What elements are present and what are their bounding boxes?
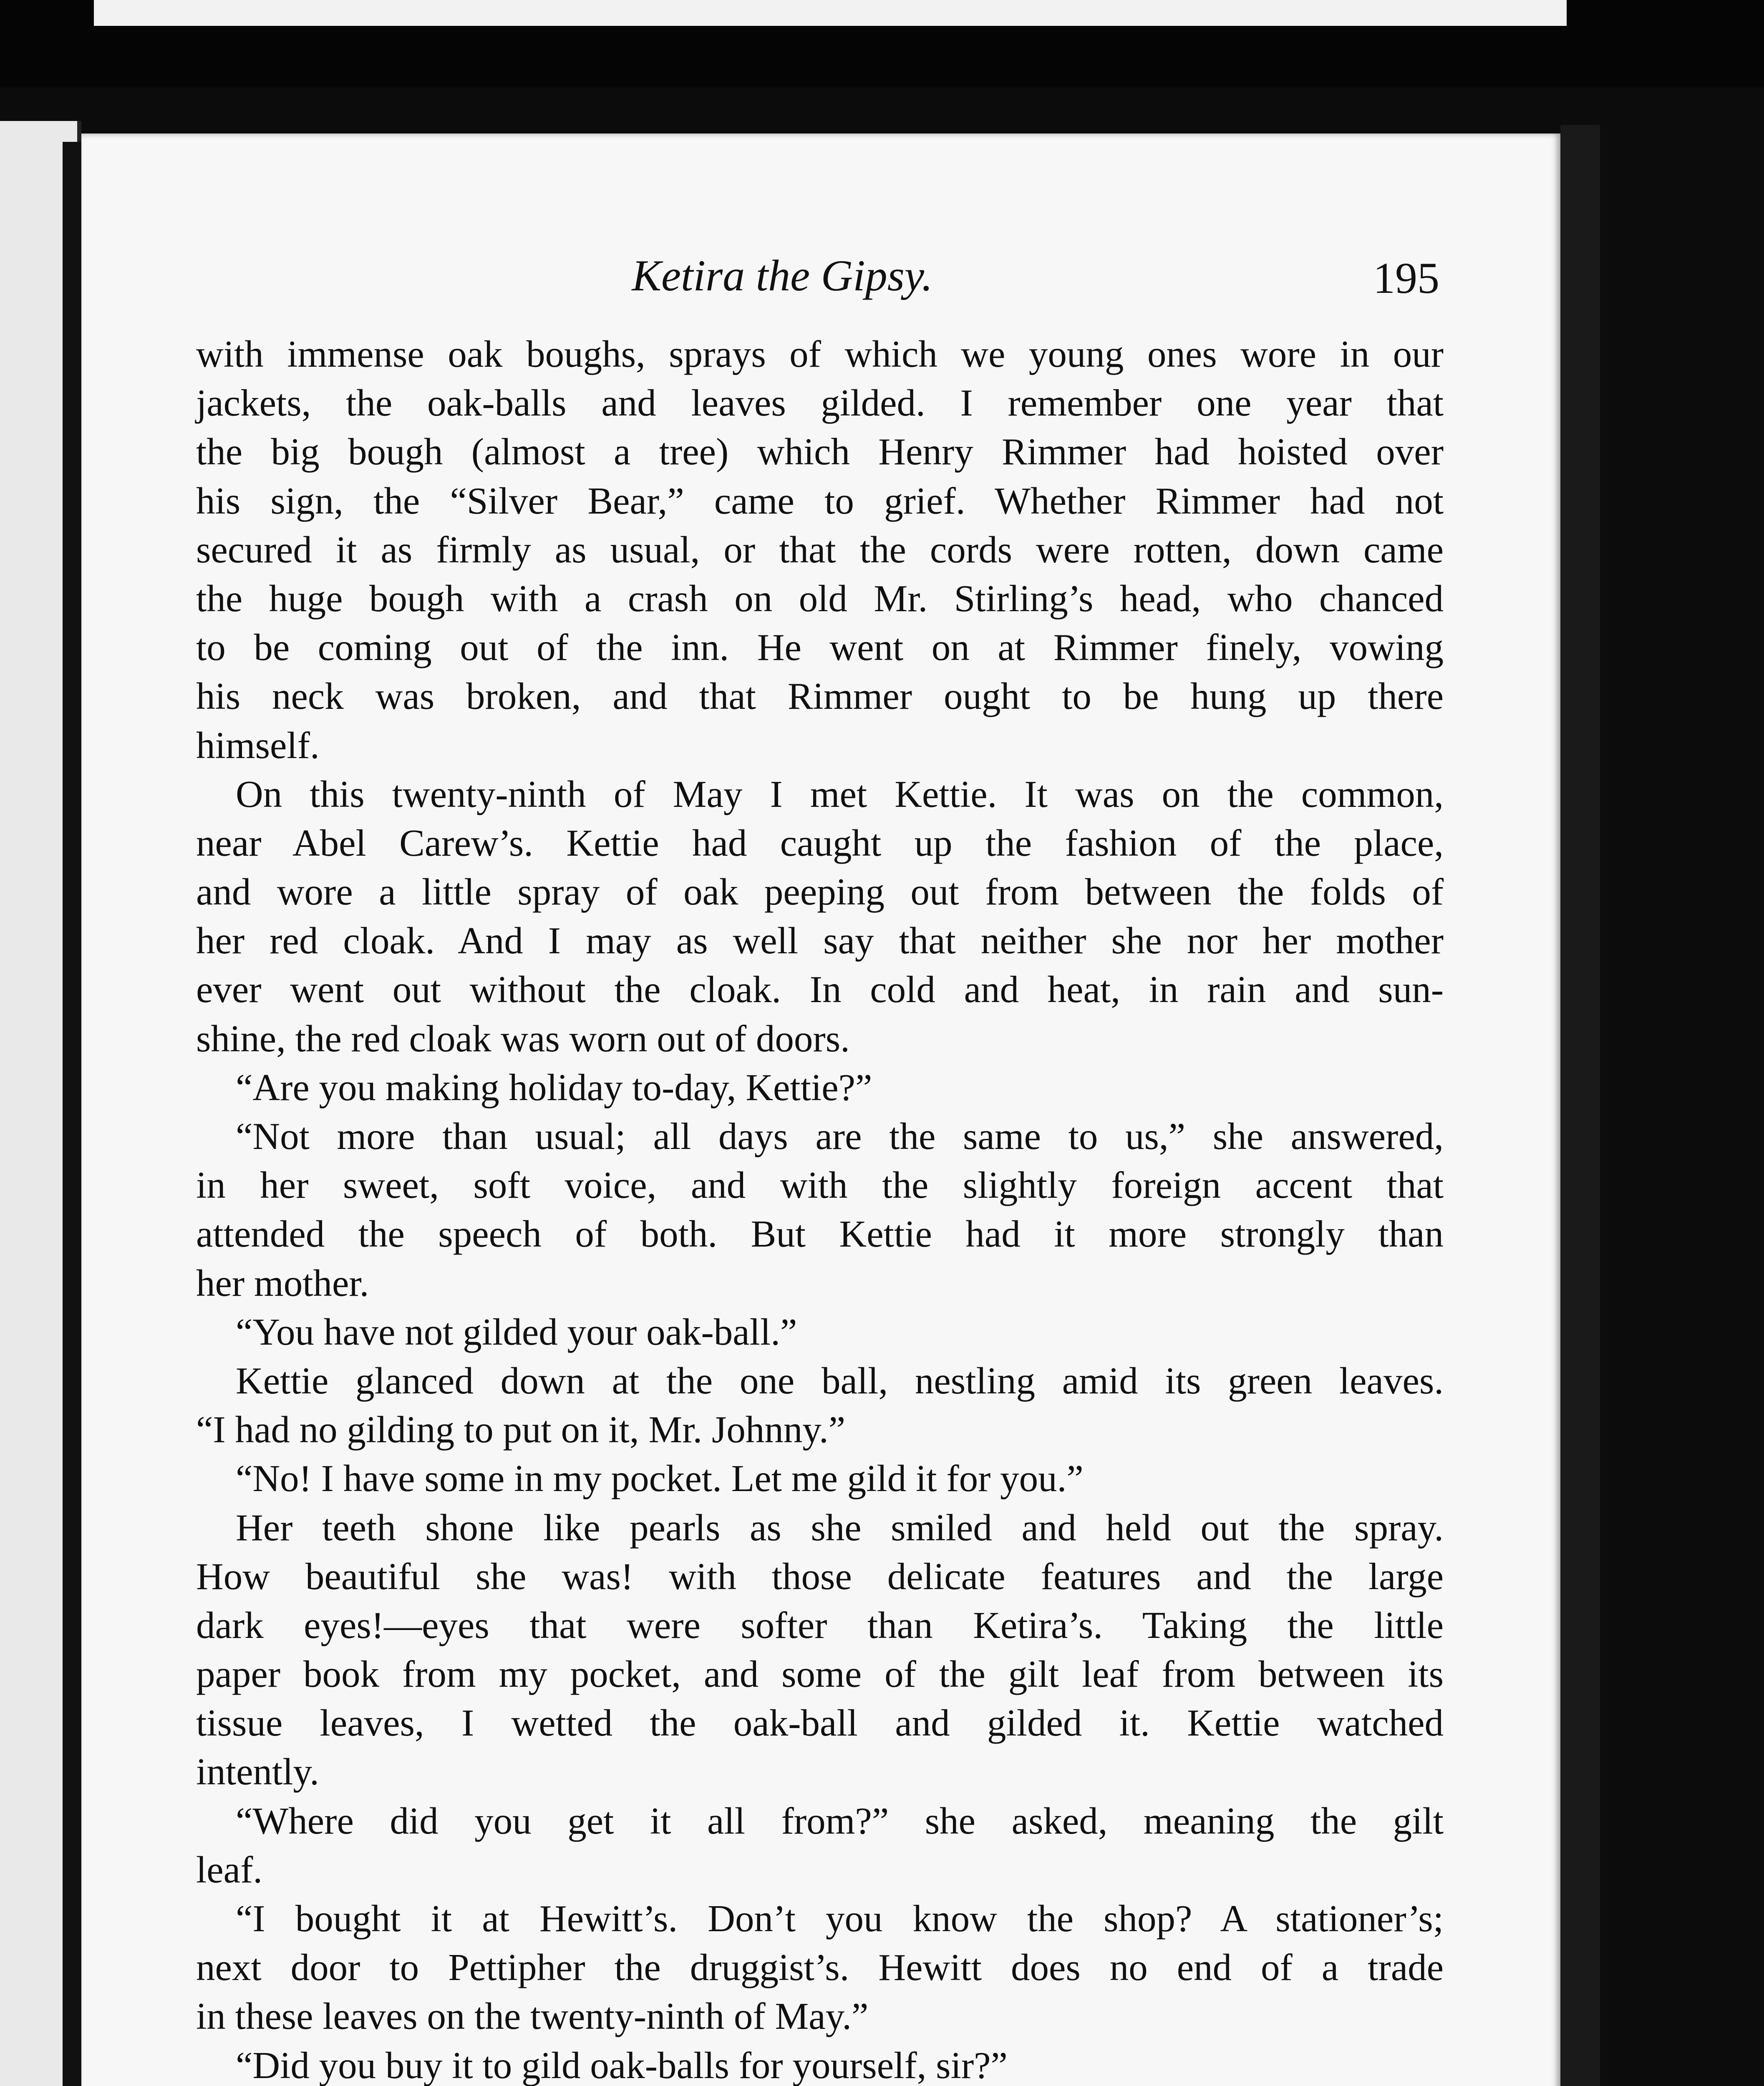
text-line: tissue leaves, I wetted the oak-ball and gilded it. Kettie watched [196, 1702, 1444, 1744]
text-line: intently. [196, 1751, 319, 1793]
text-line: Her teeth shone like pearls as she smiled and held out the spray. [236, 1506, 1444, 1549]
text-line: and wore a little spray of oak peeping out from between the folds of [196, 871, 1444, 913]
text-line: “No! I have some in my pocket. Let me gild it for you.” [236, 1457, 1084, 1500]
text-line: with immense oak boughs, sprays of which we young ones wore in our [196, 333, 1444, 375]
text-line: On this twenty-ninth of May I met Kettie. It was on the common, [236, 773, 1444, 815]
text-line: “You have not gilded your oak-ball.” [236, 1310, 797, 1353]
text-line: next door to Pettipher the druggist’s. Hewitt does no end of a trade [196, 1946, 1444, 1989]
text-line: shine, the red cloak was worn out of doors. [196, 1017, 850, 1060]
text-line: the big bough (almost a tree) which Henry Rimmer had hoisted over [196, 431, 1444, 473]
text-line: to be coming out of the inn. He went on at Rimmer finely, vowing [196, 626, 1444, 669]
text-line: ever went out without the cloak. In cold and heat, in rain and sun- [196, 968, 1444, 1011]
running-title: Ketira the Gipsy. [632, 251, 933, 300]
body-text [196, 330, 1444, 2086]
text-line: his sign, the “Silver Bear,” came to grief. Whether Rimmer had not [196, 479, 1444, 522]
page-edge-shadow [1560, 125, 1600, 2086]
text-line: “Are you making holiday to-day, Kettie?” [236, 1066, 872, 1109]
text-line: “I had no gilding to put on it, Mr. Johnny.” [196, 1408, 846, 1451]
text-line: the huge bough with a crash on old Mr. Stirling’s head, who chanced [196, 577, 1444, 620]
text-line: attended the speech of both. But Kettie had it more strongly than [196, 1213, 1444, 1255]
previous-page-edge [94, 0, 1567, 26]
text-line: her mother. [196, 1262, 369, 1304]
text-line: “Where did you get it all from?” she asked, meaning the gilt [236, 1799, 1444, 1842]
text-line: How beautiful she was! with those delicate features and the large [196, 1555, 1444, 1597]
text-line: himself. [196, 724, 320, 766]
text-line: in her sweet, soft voice, and with the slightly foreign accent that [196, 1164, 1444, 1207]
text-line: dark eyes!—eyes that were softer than Ketira’s. Taking the little [196, 1604, 1444, 1646]
text-line: secured it as firmly as usual, or that the cords were rotten, down came [196, 528, 1444, 571]
text-line: jackets, the oak-balls and leaves gilded. I remember one year that [196, 382, 1444, 424]
text-line: “I bought it at Hewitt’s. Don’t you know the shop? A stationer’s; [236, 1897, 1444, 1940]
text-line: his neck was broken, and that Rimmer ought to be hung up there [196, 675, 1444, 718]
page-header [125, 250, 1439, 309]
text-line: “Did you buy it to gild oak-balls for yourself, sir?” [236, 2044, 1008, 2086]
page-number: 195 [1373, 254, 1439, 302]
text-line: her red cloak. And I may as well say that neither she nor her mother [196, 920, 1444, 962]
text-line: “Not more than usual; all days are the same to us,” she answered, [236, 1115, 1444, 1157]
text-line: Kettie glanced down at the one ball, nestling amid its green leaves. [236, 1359, 1444, 1402]
text-line: paper book from my pocket, and some of the gilt leaf from between its [196, 1653, 1444, 1696]
text-line: leaf. [196, 1848, 263, 1891]
text-line: near Abel Carew’s. Kettie had caught up the fashion of the place, [196, 821, 1444, 864]
text-line: in these leaves on the twenty-ninth of May.” [196, 1995, 869, 2038]
book-binding [63, 142, 81, 2086]
